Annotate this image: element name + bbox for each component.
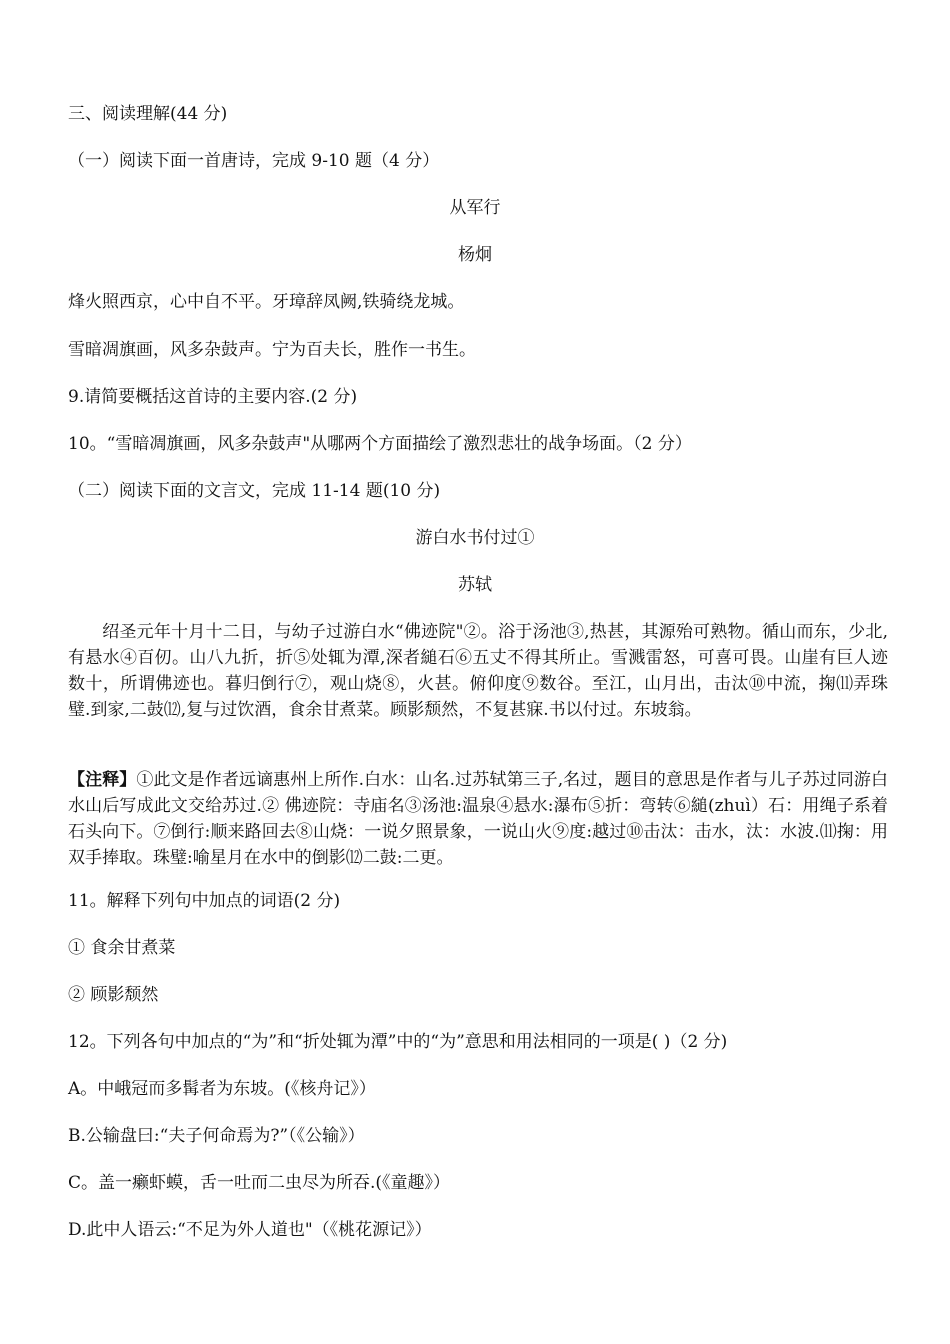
part2-heading: （二）阅读下面的文言文，完成 11-14 题(10 分) bbox=[68, 481, 441, 501]
question-9: 9.请简要概括这首诗的主要内容.(2 分) bbox=[68, 387, 358, 407]
classical-text-body bbox=[68, 619, 888, 723]
question-12-option-a: A。中峨冠而多髯者为东坡。(《核舟记》） bbox=[68, 1079, 376, 1099]
question-11-item-2: ② 顾影颓然 bbox=[68, 985, 159, 1005]
question-12-option-b: B.公输盘曰:“夫子何命焉为?”（《公输》） bbox=[68, 1126, 365, 1146]
part1-heading: （一）阅读下面一首唐诗，完成 9-10 题（4 分） bbox=[68, 151, 440, 171]
question-11: 11。解释下列句中加点的词语(2 分) bbox=[68, 891, 341, 911]
question-12: 12。下列各句中加点的“为”和“折处辄为潭”中的“为”意思和用法相同的一项是( )（2 分) bbox=[68, 1032, 728, 1052]
annotation-text: ①此文是作者远谪惠州上所作.白水：山名.过苏轼第三子,名过，题目的意思是作者与儿子苏过同游白水山后写成此文交给苏过.② 佛迹院：寺庙名③汤池:温泉④悬水:瀑布⑤折：弯转⑥縋(zhuì）石：用绳子系着石头向下。⑦倒行:顺来路回去⑧山烧：一说夕照景象，一说山火⑨度:越过⑩击汰：击水，汰：水波.⑾掬：用双手捧取。珠璧:喻星月在水中的倒影⑿二鼓:二更。 bbox=[68, 770, 888, 868]
text-title: 游白水书付过① bbox=[415, 528, 535, 548]
poem-line-1: 烽火照西京，心中自不平。牙璋辞凤阙,铁骑绕龙城。 bbox=[68, 292, 465, 312]
question-10: 10。“雪暗凋旗画，风多杂鼓声"从哪两个方面描绘了激烈悲壮的战争场面。（2 分） bbox=[68, 434, 692, 454]
section-title: 三、阅读理解(44 分) bbox=[68, 104, 228, 124]
question-12-option-d: D.此中人语云:“不足为外人道也"（《桃花源记》） bbox=[68, 1220, 432, 1240]
poem-line-2: 雪暗凋旗画，风多杂鼓声。宁为百夫长，胜作一书生。 bbox=[68, 340, 476, 360]
question-12-option-c: C。盖一癞虾蟆，舌一吐而二虫尽为所吞.(《童趣》） bbox=[68, 1173, 451, 1193]
classical-text-content: 绍圣元年十月十二日，与幼子过游白水“佛迹院"②。浴于汤池③,热甚，其源殆可熟物。循山而东，少北,有悬水④百仞。山八九折，折⑤处辄为潭,深者縋石⑥五丈不得其所止。雪溅雷怒，可喜可畏。山崖有巨人迹数十，所谓佛迹也。暮归倒行⑦，观山烧⑧，火甚。俯仰度⑨数谷。至江，山月出，击汰⑩中流，掬⑾弄珠璧.到家,二鼓⑿,复与过饮酒，食余甘煮菜。顾影颓然，不复甚寐.书以付过。东坡翁。 bbox=[68, 622, 888, 720]
poem-title: 从军行 bbox=[449, 198, 501, 218]
poem-author: 杨炯 bbox=[458, 245, 492, 265]
text-author: 苏轼 bbox=[458, 575, 492, 595]
annotation-block bbox=[68, 767, 888, 871]
annotation-label: 【注释】 bbox=[68, 770, 137, 790]
question-11-item-1: ① 食余甘煮菜 bbox=[68, 938, 176, 958]
